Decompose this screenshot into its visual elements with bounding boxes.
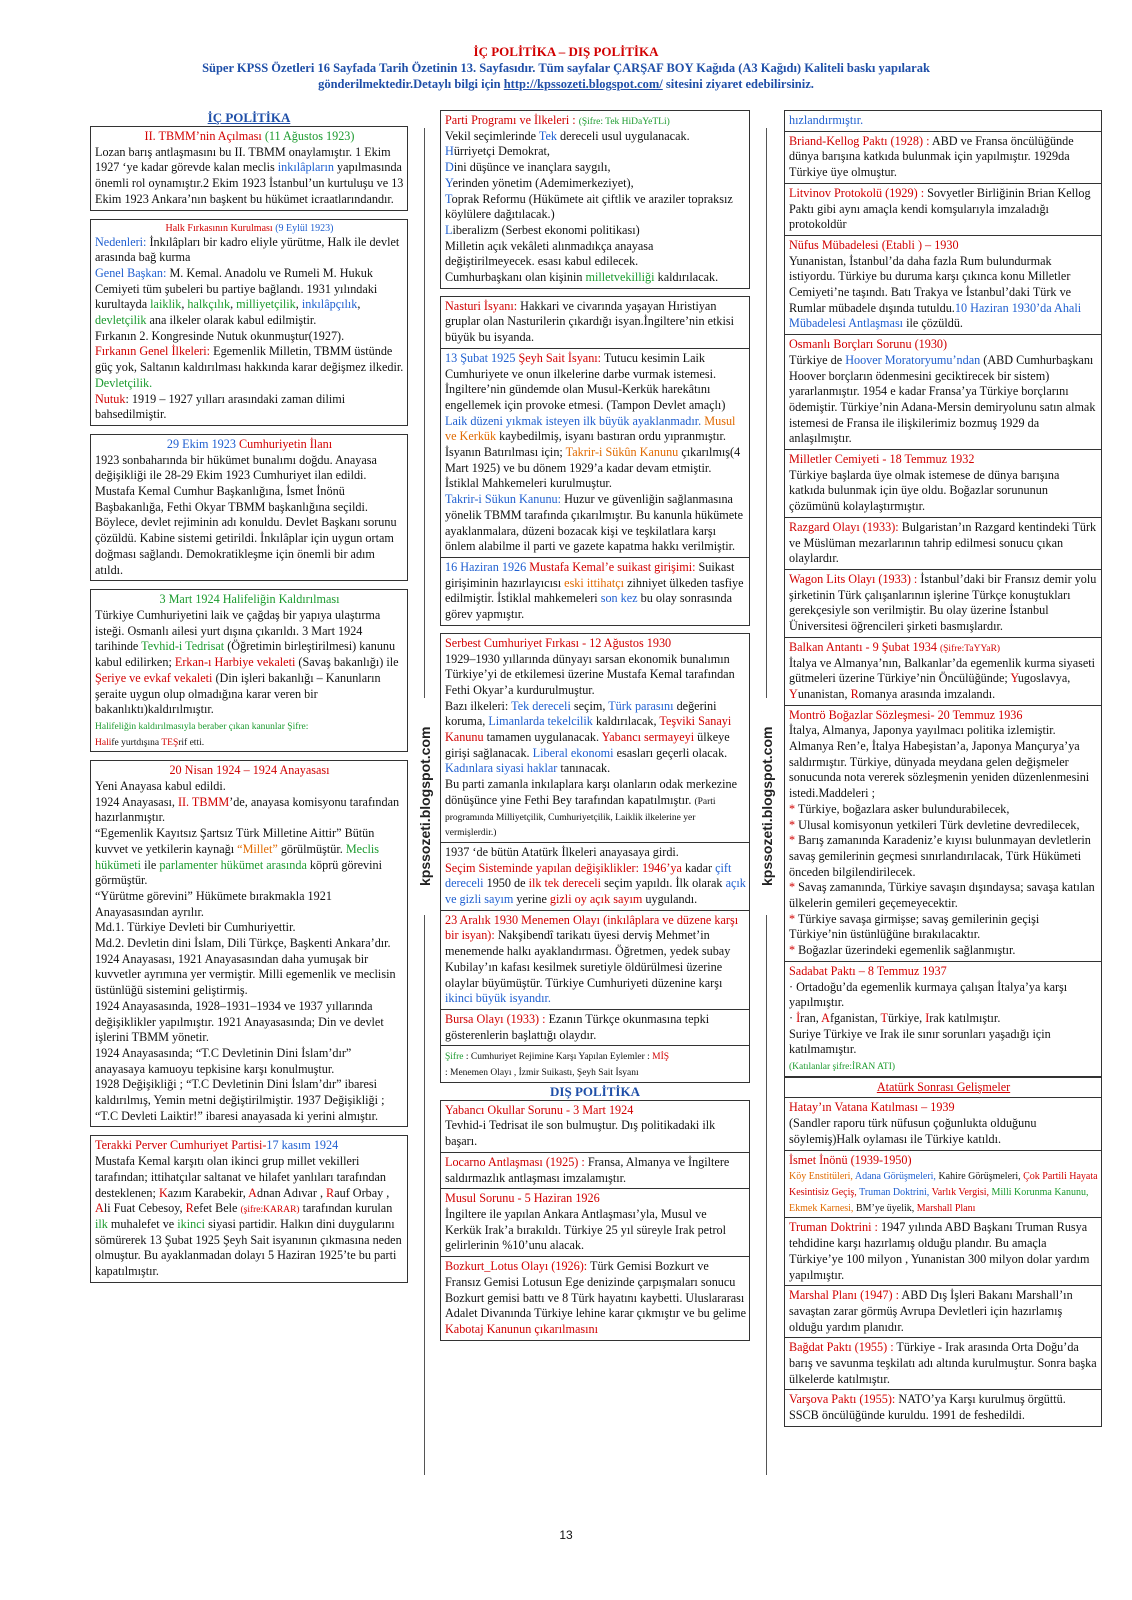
box-parti-programi: Parti Programı ve İlkeleri : (Şifre: Tek HiDaYeTLi) Vekil seçimlerinde Tek dereceli usul uygulanacak. Hürriyetçi Demokrat, Dini düşünce ve inançlara saygılı, Yerinden yönetim (Ademimerkeziyet), Toprak Reformu (Hükümete ait çiftlik ve araziler topraksız köylülere dağıtılacak.) Liberalizm (Serbest ekonomi politikası) Milletin açık vekâleti alınmadıkça anayasa değiştirilmeyecek. esası kabul edilecek. Cumhurbaşkanı olan kişinin milletvekilliği kaldırılacak. (440, 110, 750, 289)
section-heading-ic-politika: İÇ POLİTİKA (207, 110, 291, 125)
box-hatay: Hatay’ın Vatana Katılması – 1939 (Sandler raporu türk nüfusun çoğunlukta olduğunu söylemiş)Halk oylaması ile Türkiye katıldı. (784, 1097, 1102, 1149)
watermark-right: kpssozeti.blogspot.com (759, 726, 775, 886)
box-secim-sistemi: 1937 ‘de bütün Atatürk İlkeleri anayasaya girdi. Seçim Sisteminde yapılan değişiklikler: 1946’ya kadar çift dereceli 1950 de ilk tek dereceli seçim yapıldı. İlk olarak açık ve gizli sayım yerine gizli oy açık sayım uygulandı. (440, 842, 750, 910)
box-nufus-mubadelesi: Nüfus Mübadelesi (Etabli ) – 1930 Yunanistan, İstanbul’da daha fazla Rum bulundurmak istiyordu. Türkiye bu duruma karşı çıkınca konu Milletler Cemiyeti’ne taşındı. Batı Trakya ve İstanbul’daki Türk ve Rumlar mübadele dışında tutuldu.10 Haziran 1930’da Ahali Mübadelesi Antlaşması ile çözüldü. (784, 235, 1102, 334)
box-title: 20 Nisan 1924 – 1924 Anayasası (169, 763, 330, 778)
box-menemen-olayi: 23 Aralık 1930 Menemen Olayı (inkılâplara ve düzene karşı bir isyan): Nakşibendî tarikatı üyesi derviş Mehmet’in menemende halkı ayaklandırması. Öğretmen, yedek subay Kubilay’ın kafası kesilmek suretiyle öldürülmesi üzerine olaylar büyümüştür. Türkiye Cumhuriyeti düzenine karşı ikinci büyük isyandır. (440, 910, 750, 1009)
page-title: İÇ POLİTİKA – DIŞ POLİTİKA (473, 44, 659, 59)
box-balkan-antanti: Balkan Antantı - 9 Şubat 1934 (Şifre:TaYYaR) İtalya ve Almanya’nın, Balkanlar’da egemenlik kurma siyaseti gütmeleri üzerine Türkiye’nin Öncülüğünde; Yugoslavya, Yunanistan, Romanya arasında imzalandı. (784, 637, 1102, 705)
box-sifre-eylemler: Şifre : Cumhuriyet Rejimine Karşı Yapılan Eylemler : MİŞ : Menemen Olayı , İzmir Suikastı, Şeyh Sait İsyanı (440, 1045, 750, 1082)
box-osmanli-borclari: Osmanlı Borçları Sorunu (1930) Türkiye de Hoover Moratoryumu’ndan (ABD Cumhurbaşkanı Hoover borçların ödenmesini geciktirecek bir sistem) yararlanmıştır. 1954 e kadar Fransa’ya Türkiye borçlarını ödemiştir. Türkiye’nin Adana-Mersin demiryolunu satın almak istemesi de Fransa ile ilişkilerimiz bozmuş 1929 da anlaşılmıştır. (784, 334, 1102, 449)
box-halk-firkasi: Halk Fırkasının Kurulması (9 Eylül 1923) Nedenleri: İnkılâpları bir kadro eliyle yürütme, Halk ile devlet arasında bağ kurma Genel Başkan: M. Kemal. Anadolu ve Rumeli M. Hukuk Cemiyeti tüm şubeleri bu partiye bağlandı. 1931 yılındaki kurultayda laiklik, halkçılık, milliyetçilik, inkılâpçılık, devletçilik ana ilkeler olarak kabul edilmiştir. Fırkanın 2. Kongresinde Nutuk okunmuştur(1927). Fırkanın Genel İlkeleri: Egemenlik Milletin, TBMM üstünde güç yok, Saltanın kaldırılması hakkında karar değişmez ilkedir. Devletçilik. Nutuk: 1919 – 1927 yılları arasındaki zaman dilimi bahsedilmiştir. (90, 219, 408, 426)
box-cumhuriyet-ilani: 29 Ekim 1923 Cumhuriyetin İlanı 1923 sonbaharında bir hükümet bunalımı doğdu. Anayasa değişikliği ile 28-29 Ekim 1923 Cumhuriyet ilan edildi. Mustafa Kemal Cumhur Başkanlığına, İsmet İnönü Başbakanlığa, Fethi Okyar TBMM başkanlığına seçildi. Böylece, devlet rejiminin adı konuldu. Devlet Başkanı sorunu çözüldü. Kabine sistemi getirildi. İnkılâplar için uygun ortam doğması sağlandı. Demokratikleşme için önemli bir adım atıldı. (90, 434, 408, 581)
column-divider (424, 128, 425, 698)
column-3 (784, 110, 1102, 1434)
box-montro: Montrö Boğazlar Sözleşmesi- 20 Temmuz 1936 İtalya, Almanya, Japonya yayılmacı politika izlemiştir. Almanya Ren’e, İtalya Habeşistan’a, Japonya Mançurya’ya saldırmıştır. Türkiye, dünyada meydana gelen değişmeler sonucunda nota vererek sözleşmenin yeniden düzenlenmesini istedi.Maddeleri ; * Türkiye, boğazlara asker bulundurabilecek, * Ulusal komisyonun yetkileri Türk devletine devredilecek, * Barış zamanında Karadeniz’e kıyısı bulunmayan devletlerin savaş gemilerinin geçmesi sınırlandırılacak, Türk Hükümeti önceden bilgilendirilecek. * Savaş zamanında, Türkiye savaşın dışındaysa; savaşa katılan ülkelerin gemileri geçemeyecektir. * Türkiye savaşa girmişse; savaş gemilerinin geçişi Türkiye’nin üstünlüğüne bırakılacaktır. * Boğazlar üzerindeki egemenlik sağlanmıştır. (784, 705, 1102, 961)
box-bursa-olayi: Bursa Olayı (1933) : Ezanın Türkçe okunmasına tepki gösterenlerin başlattığı olaydır. (440, 1009, 750, 1045)
box-marshal-plani: Marshal Planı (1947) : ABD Dış İşleri Bakanı Marshall’ın savaştan zarar görmüş Avrupa Devletleri için hazırlamış olduğu yardım planıdır. (784, 1285, 1102, 1337)
box-tbmm-acilmasi: II. TBMM’nin Açılması (11 Ağustos 1923) Lozan barış antlaşmasını bu II. TBMM onaylamıştır. 1 Ekim 1927 ‘ye kadar görevde kalan meclis inkılâpların yapılmasında önemli rol oynamıştır.2 Ekim 1923 İstanbul’un kurtuluşu ve 13 Ekim 1923 Ankara’nın başkent bu hükümet icraatlarındandır. (90, 126, 408, 211)
box-title: 29 Ekim 1923 Cumhuriyetin İlanı (166, 436, 333, 451)
box-1924-anayasasi: 20 Nisan 1924 – 1924 Anayasası Yeni Anayasa kabul edildi. 1924 Anayasası, II. TBMM’de, anayasa komisyonu tarafından hazırlanmıştır. “Egemenlik Kayıtsız Şartsız Türk Milletine Aittir” Bütün kuvvet ve yetkilerin kaynağı “Millet” görülmüştür. Meclis hükümeti ile parlamenter hükümet arasında köprü görevini görmüştür. “Yürütme görevini” Hükümete bırakmakla 1921 Anayasasından ayrılır. Md.1. Türkiye Devleti bir Cumhuriyettir. Md.2. Devletin dini İslam, Dili Türkçe, Başkenti Ankara’dır. 1924 Anayasası, 1921 Anayasasından daha yumuşak bir kuvvetler ayrımına yer vermiştir. Milli egemenlik ve meclisin üstünlüğü sistemini geliştirmiş. 1924 Anayasasında, 1928–1931–1934 ve 1937 yıllarında değişiklikler yapılmıştır. 1921 Anayasasında; Din ve devlet işlerini TBMM yönetir. 1924 Anayasasında; “T.C Devletinin Dini İslam’dır” anayasaya kamuoyu tepkisine karşı konulmuştur. 1928 Değişikliği ; “T.C Devletinin Dini İslam’dır” ibaresi kaldırılmış, Yemin metni değiştirilmiştir. 1937 Değişikliği ; “T.C Devleti Laiktir!” ibaresi anayasada ki yerini almıştır. (90, 760, 408, 1127)
box-truman-doktrini: Truman Doktrini : 1947 yılında ABD Başkanı Truman Rusya tehdidine karşı hazırlamış olduğu plandır. Bu amaçla Türkiye’ye 100 milyon , Yunanistan 300 milyon dolar yardım yapılmıştır. (784, 1217, 1102, 1285)
watermark-left: kpssozeti.blogspot.com (417, 726, 433, 886)
box-halifelik: 3 Mart 1924 Halifeliğin Kaldırılması Türkiye Cumhuriyetini laik ve çağdaş bir yapıya ulaştırma isteği. Osmanlı ailesi yurt dışına çıkarıldı. 3 Mart 1924 tarihinde Tevhid-i Tedrisat (Öğretimin birleştirilmesi) kanunu kabul edilirken; Erkan-ı Harbiye vekaleti (Savaş bakanlığı) ile Şeriye ve evkaf vekaleti (Din işleri bakanlığı – Kanunların şeraite uygun olup olmadığına karar veren bir bakanlıktı)kaldırılmıştır. Halifeliğin kaldırılmasıyla beraber çıkan kanunlar Şifre: Halife yurtdışına TEŞrif etti. (90, 589, 408, 752)
column-2 (440, 110, 750, 1348)
box-varsova-pakti: Varşova Paktı (1955): NATO’ya Karşı kurulmuş örgüttü. SSCB öncülüğünde kuruldu. 1991 de feshedildi. (784, 1389, 1102, 1426)
box-suikast: 16 Haziran 1926 Mustafa Kemal’e suikast girişimi: Suikast girişiminin hazırlayıcısı eski ittihatçı zihniyet ülkeden tasfiye edilmiştir. İstiklal mahkemeleri son kez bu olay sonrasında görev yapmıştır. (440, 557, 750, 626)
box-yabanci-okullar: Yabancı Okullar Sorunu - 3 Mart 1924 Tevhid-i Tedrisat ile son bulmuştur. Dış politikadaki ilk başarı. (440, 1100, 750, 1152)
box-nasturi-isyani: Nasturi İsyanı: Hakkari ve civarında yaşayan Hıristiyan gruplar olan Nasturilerin çıkardığı isyan.İngiltere’nin etkisi büyük bu isyanda. (440, 296, 750, 348)
box-milletler-cemiyeti: Milletler Cemiyeti - 18 Temmuz 1932 Türkiye başlarda üye olmak istemese de dünya barışına katkıda bulunmak için üye oldu. Boğazlar sorununun çözümünü kolaylaştırmıştır. (784, 449, 1102, 517)
box-ismet-inonu: İsmet İnönü (1939-1950) Köy Enstitüleri, Adana Görüşmeleri, Kahire Görüşmeleri, Çok Partili Hayata Kesintisiz Geçiş, Truman Doktrini, Varlık Vergisi, Milli Korunma Kanunu, Ekmek Karnesi, BM’ye üyelik, Marshall Planı (784, 1150, 1102, 1218)
page-number: 13 (559, 1528, 573, 1542)
box-terakki-perver: Terakki Perver Cumhuriyet Partisi-17 kasım 1924 Mustafa Kemal karşıtı olan ikinci grup millet vekilleri tarafından; ittihatçılar saltanat ve hilafet yanlıları tarafından desteklenen; Kazım Karabekir, Adnan Adıvar , Rauf Orbay , Ali Fuat Cebesoy, Refet Bele (şifre:KARAR) tarafından kurulan ilk muhalefet ve ikinci siyasi partidir. Halkın dini duygularını sömürerek 13 Şubat 1925 Şeyh Sait isyanının çıkmasına neden olmuştur. Bu ayaklanmadan dolayı 5 Haziran 1925’te bu parti kapatılmıştır. (90, 1135, 408, 1282)
box-wagon-lits: Wagon Lits Olayı (1933) : İstanbul’daki bir Fransız demir yolu şirketinin Türk çalışanlarının işlerine Türkçe konuştukları gerekçesiyle son verilmiştir. Bu olay üzerine İstanbul Üniversitesi öğrencileri şirketi basmışlardır. (784, 569, 1102, 637)
header-line-2: gönderilmektedir.Detaylı bilgi için http://kpssozeti.blogspot.com/ sitesini ziyaret edebilirsiniz. (318, 77, 814, 91)
header-line-1: Süper KPSS Özetleri 16 Sayfada Tarih Özetinin 13. Sayfasıdır. Tüm sayfalar ÇARŞAF BOY Kağıda (A3 Kağıdı) Kaliteli baskı yapılarak (202, 61, 930, 75)
section-heading-ataturk-sonrasi: Atatürk Sonrası Gelişmeler (784, 1077, 1102, 1098)
box-musul-sorunu: Musul Sorunu - 5 Haziran 1926 İngiltere ile yapılan Ankara Antlaşması’yla, Musul ve Kerkük Irak’a bırakıldı. Türkiye 25 yıl süreyle Irak petrol gelirlerinin %10’unu alacak. (440, 1188, 750, 1256)
box-title: II. TBMM’nin Açılması (11 Ağustos 1923) (144, 129, 355, 143)
box-title: 3 Mart 1924 Halifeliğin Kaldırılması (159, 592, 340, 607)
box-litvinov: Litvinov Protokolü (1929) : Sovyetler Birliğinin Brian Kellog Paktı gibi aynı amaçla kendi komşularıyla imzaladığı protokoldür (784, 183, 1102, 235)
column-divider (766, 915, 767, 1475)
section-heading-dis-politika: DIŞ POLİTİKA (550, 1083, 640, 1099)
column-divider (766, 128, 767, 698)
box-title: Halk Fırkasının Kurulması (9 Eylül 1923) (165, 222, 334, 234)
box-sadabat: Sadabat Paktı – 8 Temmuz 1937 · Ortadoğu’da egemenlik kurmaya çalışan İtalya’ya karşı yapılmıştır. · İran, Afganistan, Türkiye, Irak katılmıştır. Suriye Türkiye ve Irak ile sınır sorunları yaşadığı için katılmamıştır. (Katılanlar şifre:İRAN ATI) (784, 961, 1102, 1077)
page-header (0, 44, 1132, 92)
blog-link[interactable]: http://kpssozeti.blogspot.com/ (503, 77, 663, 91)
box-bozkurt-lotus: Bozkurt_Lotus Olayı (1926): Türk Gemisi Bozkurt ve Fransız Gemisi Lotusun Ege denizinde çarpışmaları sonucu Bozkurt gemisi battı ve 8 Türk hayatını kaybetti. Uluslararası Adalet Divanında Türkiye lehine karar çıkmıştır ve bu gelime Kabotaj Kanunun çıkarılmasını (440, 1256, 750, 1341)
column-divider (424, 915, 425, 1475)
box-seyh-sait: 13 Şubat 1925 Şeyh Sait İsyanı: Tutucu kesimin Laik Cumhuriyete ve onun ilkelerine darbe vurmak istemesi. İngiltere’nin gündemde olan Musul-Kerkük harekâtını engellemek için provoke etmesi. (Tampon Devlet amaçlı) Laik düzeni yıkmak isteyen ilk büyük ayaklanmadır. Musul ve Kerkük kaybedilmiş, isyanı bastıran ordu yıpranmıştır. İsyanın Batırılması için; Takrir-i Sükûn Kanunu çıkarılmış(4 Mart 1925) ve bu dönem 1929’a kadar devam etmiştir. İstiklal Mahkemeleri kurulmuştur. Takrir-i Sükun Kanunu: Huzur ve güvenliğin sağlanmasına yönelik TBMM tarafında çıkarılmıştır. Bu kanunla hükümete ayaklanmalara, düzeni bozacak kişi ve teşkilatlara karşı önlem alabilme il parti ve gazete kapatma hakkı verilmiştir. (440, 348, 750, 557)
column-1 (90, 110, 408, 1291)
box-continued: hızlandırmıştır. (784, 110, 1102, 131)
box-locarno: Locarno Antlaşması (1925) : Fransa, Almanya ve İngiltere saldırmazlık antlaşması imzalamıştır. (440, 1152, 750, 1188)
box-bagdat-pakti: Bağdat Paktı (1955) : Türkiye - Irak arasında Orta Doğu’da barış ve savunma teşkilatı adı altında kurulmuştur. Sonra başka ülkelerde katılmıştır. (784, 1337, 1102, 1389)
box-serbest-cumhuriyet: Serbest Cumhuriyet Fırkası - 12 Ağustos 1930 1929–1930 yıllarında dünyayı sarsan ekonomik bunalımın Türkiye’yi de etkilemesi üzerine Mustafa Kemal tarafından Fethi Okyar’a kurdurulmuştur. Bazı ilkeleri: Tek dereceli seçim, Türk parasını değerini koruma, Limanlarda tekelcilik kaldırılacak, Teşviki Sanayi Kanunu tamamen uygulanacak. Yabancı sermayeyi ülkeye girişi sağlanacak. Liberal ekonomi esasları geçerli olacak. Kadınlara siyasi haklar tanınacak. Bu parti zamanla inkılaplara karşı olanların odak merkezine dönüşünce yine Fethi Bey tarafından kapatılmıştır. (Parti programında Milliyetçilik, Cumhuriyetçilik, Laiklik ilkelerine yer vermişlerdir.) (440, 633, 750, 842)
box-razgard: Razgard Olayı (1933): Bulgaristan’ın Razgard kentindeki Türk ve Müslüman mezarlarının tahrip edilmesi sonucu çıkan olaylardır. (784, 517, 1102, 569)
box-briand-kellog: Briand-Kellog Paktı (1928) : ABD ve Fransa öncülüğünde dünya barışına katkıda bulunmak için yapılmıştır. 1929da Türkiye üye olmuştur. (784, 131, 1102, 183)
